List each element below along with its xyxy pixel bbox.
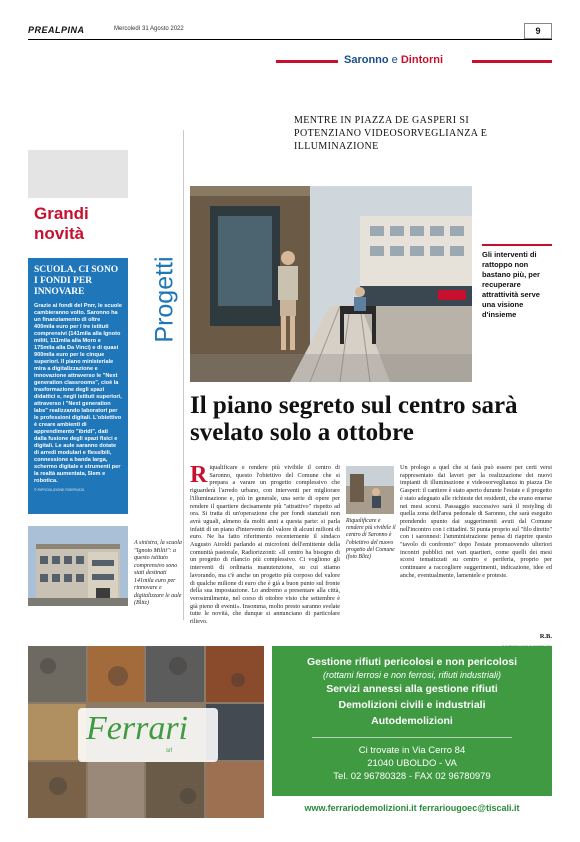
school-photo <box>28 526 128 606</box>
headline: Il piano segreto sul centro sarà svelato solo a ottobre <box>190 392 518 446</box>
ad-service-4: Autodemolizioni <box>371 715 453 727</box>
sidebar-box-text: Grazie ai fondi del Pnrr, le scuole cambieranno volto. Saronno ha un finanziamento di oltre 400mila euro per i tre istituti comprensivi (141mila alla Ignoto militi, 111mila alla Moro e 175mila alla Da Vinci) e di quasi 900mila euro per le cinque superiori. Il piano ministeriale mira a digitalizzazione e innovazione attraverso le "Next generation classrooms", cioè la trasformazione degli spazi didattici e, negli istituti superiori, attraverso i "Next generation labs" realizzando laboratori per le professioni digitali. L'obiettivo è creare ambienti di apprendimento "ibridi", dati dalla fusione degli spazi fisici e digitali. Le aule saranno dotate di arredi modulari e flessibili, connessione a banda larga, schermo digitale e strumenti per la realtà aumentata, 5lem e robotica. <box>34 303 122 484</box>
ad-photo-mosaic <box>28 646 264 818</box>
masthead: PREALPINA <box>28 25 85 35</box>
sidebar-title: Grandi novità <box>34 204 89 243</box>
main-photo <box>190 186 472 382</box>
photo-caption-rule <box>482 244 552 246</box>
section-rule-left <box>276 60 338 63</box>
ad-city: 21040 UBOLDO - VA <box>367 758 457 769</box>
ad-divider <box>312 737 512 738</box>
page-header <box>28 22 552 40</box>
advertisement <box>28 646 552 818</box>
drop-cap: R <box>190 462 208 488</box>
section-bar <box>276 54 552 70</box>
rubric-label: Progetti <box>150 256 179 343</box>
ad-phone: Tel. 02 96780328 - FAX 02 96780979 <box>333 771 491 782</box>
ad-service-1-detail: (rottami ferrosi e non ferrosi, rifiuti industriali) <box>322 670 502 680</box>
article-body-col2: Un prologo a quel che si farà può essere per certi versi rappresentato dai lavori per la realizzazione dei nuovi impianti di illuminazione e videosorveglianza in piazza De Gasperi: il cantiere è stato aperto durante l'estate e il progetto è stato adeguato alle richieste dei residenti, che erano emerse nei mesi scorsi. Passaggio successivo sarà il restyling di quella zona dell'area pedonale di Saronno, che sarà eseguito prendendo spunto dai suggerimenti avuti dal Comune nell'incontro con i cittadini. Si punta proprio sul "filo diretto" con i saronnesi: l'amministrazione pensa di riaprire questo "tavolo di confronto" dopo l'estate promuovendo ulteriori incontri pubblici nei vari quartieri, come quelli dei mesi scorsi tematizzati su centro e periferia, proprio per continuare a raccogliere suggerimenti, indicazione, idee ed anche, eventualmente, lamentele e proteste. <box>400 464 552 579</box>
school-photo-caption: A sinistra, la scuola "Ignoto Militi": a questo istituto comprensivo sono stati destinati 141mila euro per rinnovare e digitalizzare le aule (Blitz) <box>134 540 182 606</box>
ad-logo-srl: srl <box>166 748 173 754</box>
ad-service-2: Servizi annessi alla gestione rifiuti <box>326 683 498 695</box>
inline-photo-caption: Riqualificare e rendere più vivibile il centro di Saronno è l'obiettivo del nuovo progetto del Comune (foto Blitz) <box>346 518 396 561</box>
issue-date: Mercoledì 31 Agosto 2022 <box>114 26 184 32</box>
ad-logo-text: Ferrari <box>86 710 188 747</box>
page-number: 9 <box>524 23 552 39</box>
sidebar-box-title: SCUOLA, CI SONO I FONDI PER INNOVARE <box>34 265 119 297</box>
inline-photo <box>346 466 394 514</box>
section-title: Saronno e Dintorni <box>344 54 444 66</box>
section-rule-right <box>472 60 552 63</box>
sidebar-box <box>28 258 128 514</box>
article-body-col1: Riqualificare e rendere più vivibile il centro di Saronno, questo l'obiettivo del Comune che si prepara a varare un progetto complessivo che riguarderà l'arredo urbano, con interventi per migliorare l'illuminazione e, più in generale, una serie di opere per rendere il quartiere decisamente più "attrattivo" rispetto ad ora. Si tratta di un'operazione che per fondi stanziati non avrà uguali, almeno da molti anni a questa parte: si parla infatti di un piano d'intervento del valore di alcuni milioni di euro. Ne ha fatto riferimento recentemente il sindaco Augusto Airoldi parlando ai microfoni dell'emittente della comunità pastorale, Radiorizzonti: «Il centro ha bisogno di un progetto di rilancio più complessivo. Ci vogliono gli interventi di ordinaria manutenzione, su cui stiamo lavorando, ma c'è anche un progetto più corposo del valore di qualche milione di euro che è già a buon punto sul fronte della sua impostazione. Lo andremo a presentare alla città, verosimilmente, nel corso di ottobre visto che settembre è già pieno di eventi». Insomma, molto presto saranno svelate tutte le novità, che dunque si annunciano di particolare rilievo. <box>190 462 340 626</box>
ad-logo <box>78 708 218 762</box>
ad-service-3: Demolizioni civili e industriali <box>338 699 486 711</box>
column-divider <box>183 130 184 620</box>
photo-caption: Gli interventi di rattoppo non bastano più, per recuperare attrattività serve una visione d'insieme <box>482 250 540 319</box>
ad-web-links[interactable]: www.ferrariodemolizioni.it ferrariougoec@tiscali.it <box>304 803 520 813</box>
ad-address: Ci trovate in Via Cerro 84 <box>358 745 466 756</box>
sidebar-box-credit: © RIPRODUZIONE RISERVATA <box>34 488 85 492</box>
author-signature: R.B. <box>539 633 552 640</box>
article-kicker: MENTRE IN PIAZZA DE GASPERI SI POTENZIANO VIDEOSORVEGLIANZA E ILLUMINAZIONE <box>294 115 488 152</box>
ad-service-1: Gestione rifiuti pericolosi e non pericolosi <box>306 656 518 668</box>
ad-info-panel <box>272 646 552 796</box>
sidebar-header-band <box>28 150 128 198</box>
